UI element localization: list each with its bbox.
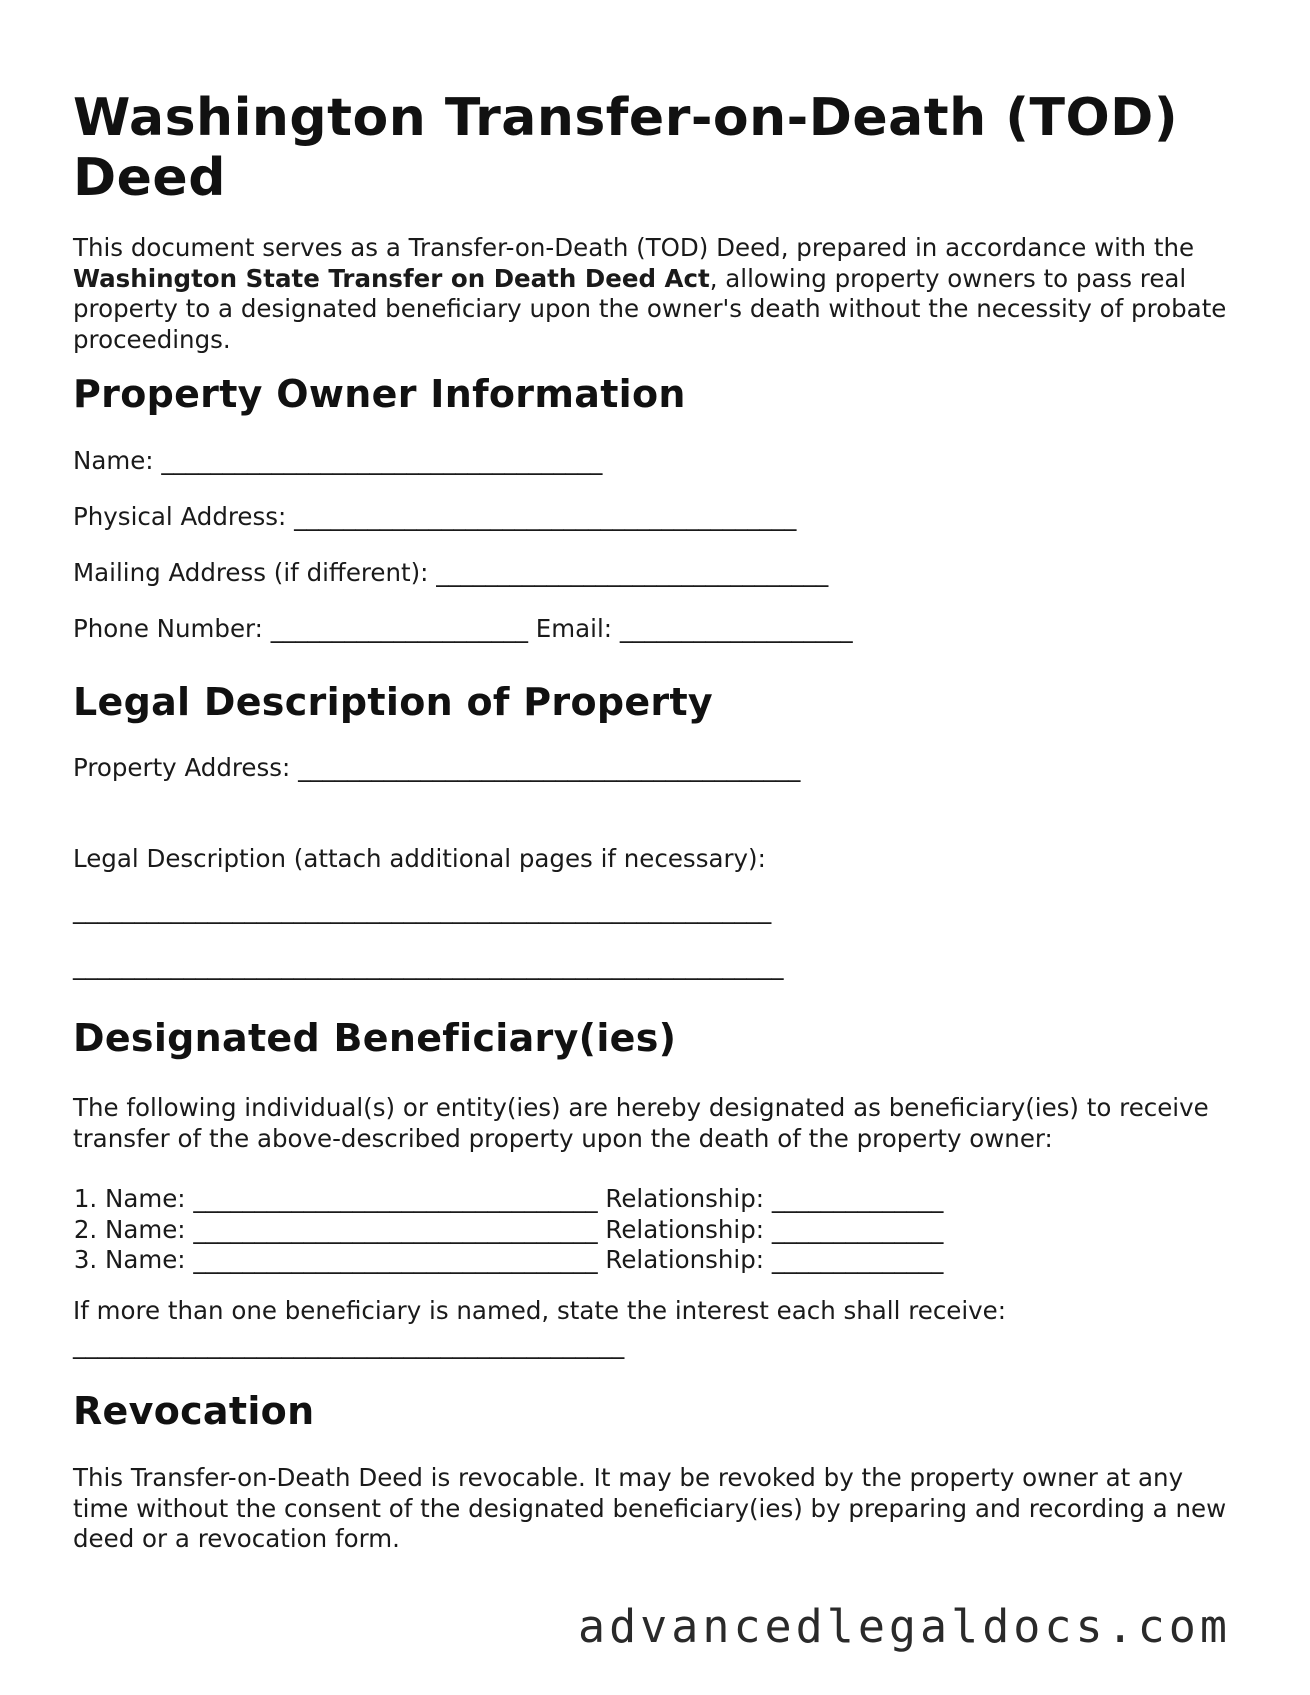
intro-act-name: Washington State Transfer on Death Deed Act: [73, 263, 710, 293]
email-field[interactable]: ___________________: [619, 614, 853, 643]
intro-text-end: , allowing property owners to pass real property to a designated beneficiary upon the owner's death without the necessity of probate proceedings.: [73, 263, 1227, 354]
legal-section-heading: Legal Description of Property: [73, 680, 714, 724]
beneficiary-name-label: Name:: [105, 1184, 186, 1213]
site-watermark: advancedlegaldocs.com: [578, 1600, 1231, 1653]
beneficiary-relationship-field[interactable]: ______________: [771, 1214, 944, 1244]
property-address-field[interactable]: _________________________________________: [298, 753, 801, 782]
beneficiary-item: [105, 1184, 943, 1215]
owner-mailing-address-row: [73, 558, 828, 588]
beneficiary-relationship-label: Relationship:: [605, 1214, 765, 1244]
beneficiary-name-field[interactable]: _________________________________: [193, 1214, 598, 1244]
beneficiary-interest-field[interactable]: _____________________________________________: [73, 1330, 625, 1359]
property-address-label: Property Address:: [73, 753, 291, 782]
property-address-row: [73, 753, 800, 783]
revocation-paragraph: This Transfer-on-Death Deed is revocable. It may be revoked by the property owner at any time without the consent of the designated beneficiary(ies) by preparing and recording a new deed or a revocation form.: [73, 1463, 1227, 1553]
owner-name-field[interactable]: ____________________________________: [161, 446, 603, 475]
owner-contact-row: [73, 614, 853, 644]
beneficiary-relationship-label: Relationship:: [605, 1245, 765, 1274]
beneficiary-list: [73, 1184, 943, 1276]
beneficiary-name-field[interactable]: _________________________________: [193, 1184, 598, 1213]
beneficiary-relationship-label: Relationship:: [605, 1184, 765, 1213]
physical-address-field[interactable]: _________________________________________: [294, 502, 797, 531]
intro-paragraph: [73, 233, 1253, 355]
legal-description-label: Legal Description (attach additional pages if necessary):: [73, 844, 766, 873]
phone-field[interactable]: _____________________: [270, 614, 528, 643]
owner-name-row: [73, 446, 602, 476]
document-title: Washington Transfer-on-Death (TOD) Deed: [73, 88, 1179, 208]
beneficiary-name-field[interactable]: _________________________________: [193, 1245, 598, 1274]
revocation-section-heading: Revocation: [73, 1389, 315, 1433]
beneficiary-name-label: Name:: [105, 1214, 186, 1244]
legal-description-field-2[interactable]: __________________________________________________________: [73, 951, 784, 980]
beneficiaries-section-heading: Designated Beneficiary(ies): [73, 1016, 677, 1060]
legal-description-field-1[interactable]: _________________________________________________________: [73, 895, 772, 924]
email-label: Email:: [535, 614, 613, 643]
beneficiaries-intro: The following individual(s) or entity(ies) are hereby designated as beneficiary(ies) to receive transfer of the above-described property upon the death of the property owner:: [73, 1093, 1209, 1153]
beneficiary-relationship-field[interactable]: ______________: [771, 1184, 944, 1213]
beneficiary-relationship-field[interactable]: ______________: [771, 1245, 944, 1274]
beneficiary-item: [105, 1215, 943, 1246]
beneficiary-interest-label: If more than one beneficiary is named, state the interest each shall receive:: [73, 1296, 1006, 1325]
phone-label: Phone Number:: [73, 614, 263, 643]
physical-address-label: Physical Address:: [73, 502, 287, 531]
mailing-address-field[interactable]: ________________________________: [436, 558, 829, 587]
beneficiary-item: [105, 1245, 943, 1276]
owner-section-heading: Property Owner Information: [73, 372, 686, 416]
mailing-address-label: Mailing Address (if different):: [73, 558, 429, 587]
intro-text-start: This document serves as a Transfer-on-Death (TOD) Deed, prepared in accordance with the: [73, 233, 1195, 262]
beneficiary-name-label: Name:: [105, 1245, 186, 1274]
owner-name-label: Name:: [73, 446, 154, 475]
owner-physical-address-row: [73, 502, 796, 532]
